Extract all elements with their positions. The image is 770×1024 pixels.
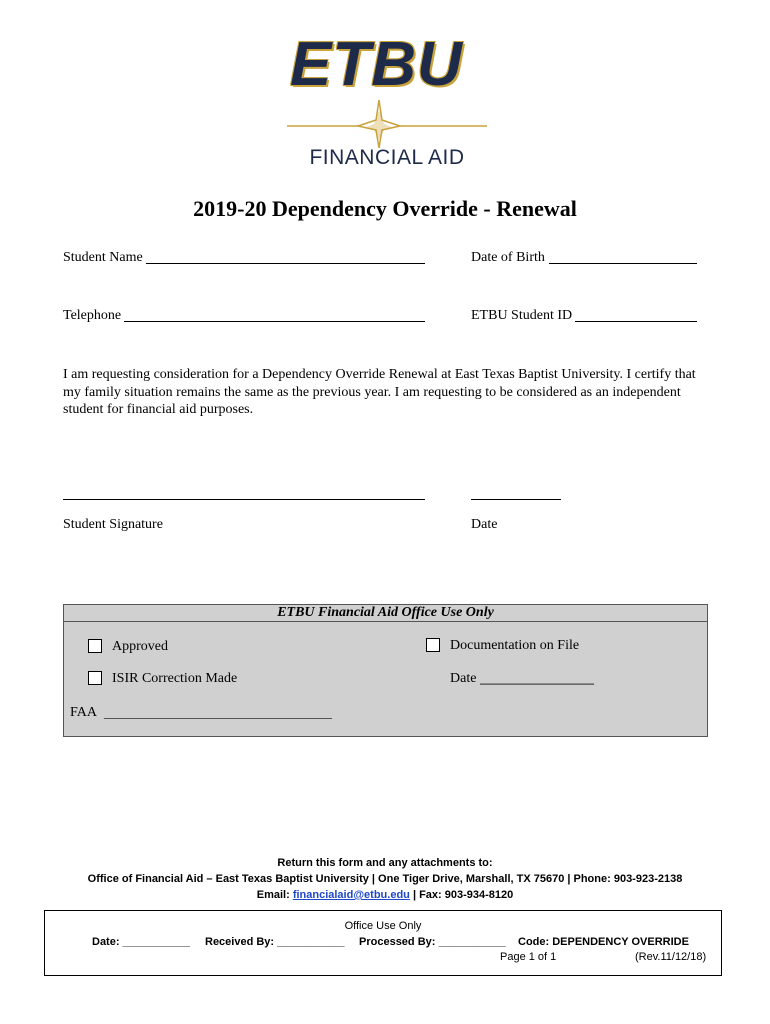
office-use-footer-box <box>44 910 722 976</box>
office-use-header: ETBU Financial Aid Office Use Only <box>64 605 707 622</box>
office-date-label: Date <box>450 671 477 686</box>
footer-address-line: Office of Financial Aid – East Texas Baptist University | One Tiger Drive, Marshall, TX 75670 | Phone: 903-923-2138 <box>87 873 683 885</box>
certification-statement: I am requesting consideration for a Dependency Override Renewal at East Texas Baptist University. I certify that my family situation remains the same as the previous year. I am requesting to be considered as an independent student for financial aid purposes. <box>63 367 696 417</box>
student-id-field[interactable] <box>575 321 697 322</box>
footer-contact-line <box>0 888 770 902</box>
documentation-label: Documentation on File <box>450 638 580 653</box>
student-name-field[interactable] <box>146 263 425 264</box>
telephone-field[interactable] <box>124 321 425 322</box>
isir-label: ISIR Correction Made <box>112 671 238 686</box>
isir-checkbox[interactable] <box>88 671 102 685</box>
telephone-label: Telephone <box>63 308 122 323</box>
approved-label: Approved <box>112 639 168 654</box>
office-footer-code: Code: DEPENDENCY OVERRIDE <box>518 936 689 948</box>
signature-date-field[interactable] <box>471 499 561 500</box>
office-footer-date: Date: ___________ <box>92 936 190 948</box>
logo-subtitle: FINANCIAL AID <box>309 146 465 169</box>
logo-wordmark: ETBU <box>290 30 463 99</box>
office-use-box <box>63 604 708 737</box>
email-label: Email: <box>256 889 290 901</box>
documentation-checkbox[interactable] <box>426 638 440 652</box>
approved-checkbox[interactable] <box>88 639 102 653</box>
form-title: 2019-20 Dependency Override - Renewal <box>193 196 577 221</box>
signature-date-label: Date <box>471 517 498 532</box>
revision-date: (Rev.11/12/18) <box>635 951 707 963</box>
student-id-label: ETBU Student ID <box>471 308 573 323</box>
faa-label: FAA <box>70 705 97 720</box>
date-of-birth-field[interactable] <box>549 263 697 264</box>
email-link[interactable]: financialaid@etbu.edu <box>292 889 410 901</box>
etbu-logo <box>282 30 492 169</box>
office-footer-received: Received By: ___________ <box>205 936 345 948</box>
office-footer-title: Office Use Only <box>344 920 422 932</box>
faa-field[interactable]: ______________________________________ <box>104 706 332 720</box>
office-footer-processed: Processed By: ___________ <box>359 936 506 948</box>
page-number: Page 1 of 1 <box>500 951 557 963</box>
student-signature-label: Student Signature <box>63 517 163 532</box>
office-date-field[interactable]: ___________________ <box>480 672 594 686</box>
student-signature-field[interactable] <box>63 499 425 500</box>
star-icon <box>282 98 492 148</box>
footer-return-line: Return this form and any attachments to: <box>277 857 493 869</box>
fax-text: | Fax: 903-934-8120 <box>412 889 514 901</box>
student-name-label: Student Name <box>63 250 143 265</box>
date-of-birth-label: Date of Birth <box>471 250 545 265</box>
